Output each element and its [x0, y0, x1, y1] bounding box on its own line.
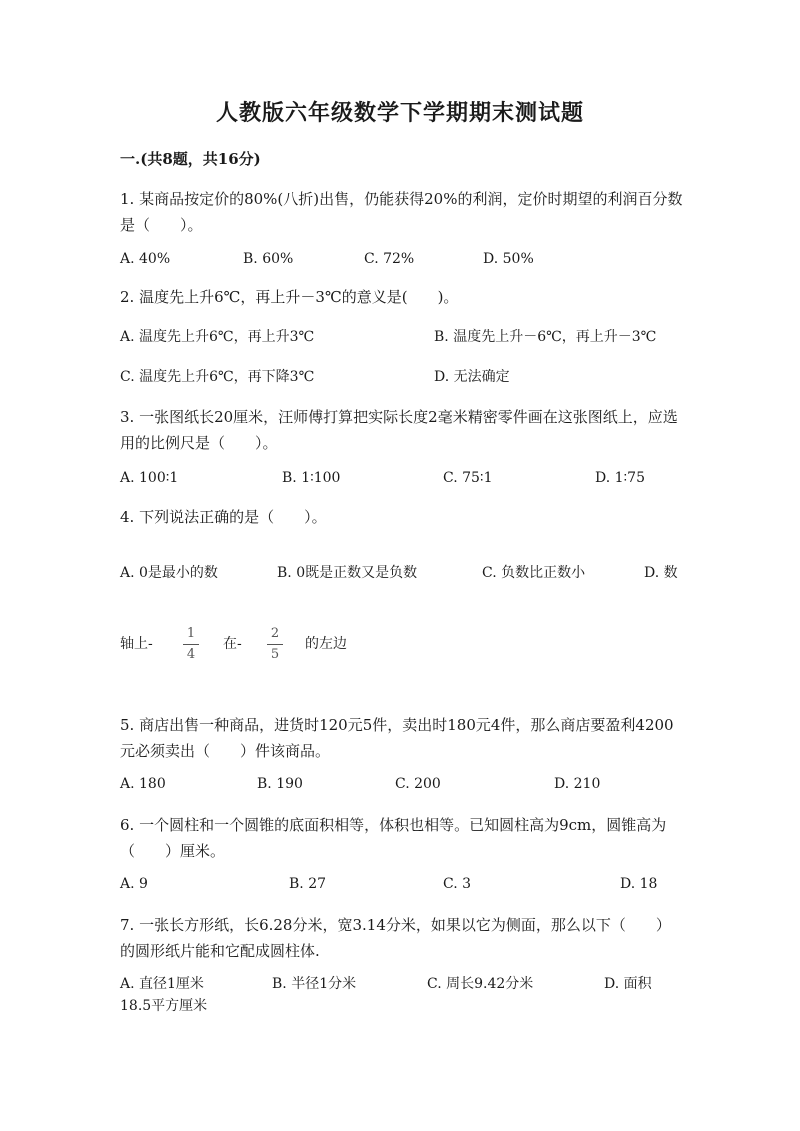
- page-title: 人教版六年级数学下学期期末测试题: [215, 100, 584, 126]
- q4-option-b: B. 0既是正数又是负数: [277, 565, 418, 581]
- question-4-text: 4. 下列说法正确的是（ ）。: [120, 508, 327, 526]
- question-5-text: 5. 商店出售一种商品，进货时120元5件，卖出时180元4件，那么商店要盈利4200元必须卖出（ ）件该商品。: [120, 716, 674, 760]
- q4-option-c: C. 负数比正数小: [482, 565, 586, 581]
- q6-option-b: B. 27: [289, 876, 327, 892]
- q4-option-a: A. 0是最小的数: [120, 565, 218, 581]
- q4-option-d-middle: 在-: [223, 636, 242, 652]
- q6-option-d: D. 18: [620, 876, 658, 892]
- q2-option-c: C. 温度先上升6℃，再下降3℃: [120, 369, 315, 385]
- q3-option-d: D. 1∶75: [595, 470, 645, 486]
- q7-option-a: A. 直径1厘米: [120, 976, 204, 992]
- q6-option-c: C. 3: [443, 876, 472, 892]
- q3-option-c: C. 75∶1: [443, 470, 493, 486]
- fraction-numerator: 2: [267, 626, 283, 645]
- q5-option-c: C. 200: [395, 776, 441, 792]
- fraction-denominator: 4: [186, 647, 196, 662]
- q7-option-b: B. 半径1分米: [272, 976, 357, 992]
- question-7-text: 7. 一张长方形纸，长6.28分米，宽3.14分米，如果以它为侧面，那么以下（ ）的圆形纸片能和它配成圆柱体.: [120, 916, 671, 960]
- question-1-text: 1. 某商品按定价的80%(八折)出售，仍能获得20%的利润，定价时期望的利润百分数是（ ）。: [120, 190, 683, 234]
- q3-option-a: A. 100∶1: [120, 470, 179, 486]
- fraction-one-quarter: [183, 626, 199, 663]
- fraction-two-fifths: [267, 626, 283, 663]
- q1-option-d: D. 50%: [483, 251, 534, 267]
- q2-option-d: D. 无法确定: [434, 369, 510, 385]
- q1-option-b: B. 60%: [243, 251, 294, 267]
- q2-option-a: A. 温度先上升6℃，再上升3℃: [120, 329, 315, 345]
- q3-option-b: B. 1∶100: [282, 470, 341, 486]
- question-3-text: 3. 一张图纸长20厘米，汪师傅打算把实际长度2毫米精密零件画在这张图纸上，应选用的比例尺是（ ）。: [120, 408, 678, 452]
- q4-option-d: D. 数: [644, 565, 678, 581]
- fraction-numerator: 1: [183, 626, 199, 645]
- question-2-text: 2. 温度先上升6℃，再上升－3℃的意义是( )。: [120, 288, 459, 306]
- question-6-text: 6. 一个圆柱和一个圆锥的底面积相等，体积也相等。已知圆柱高为9cm，圆锥高为（ ）厘米。: [120, 816, 667, 860]
- q5-option-d: D. 210: [554, 776, 601, 792]
- q6-option-a: A. 9: [120, 876, 148, 892]
- q5-option-a: A. 180: [120, 776, 166, 792]
- fraction-denominator: 5: [270, 647, 280, 662]
- q1-option-a: A. 40%: [120, 251, 171, 267]
- q7-option-c: C. 周长9.42分米: [427, 976, 534, 992]
- q7-option-d: D. 面积: [604, 976, 652, 992]
- q5-option-b: B. 190: [257, 776, 303, 792]
- q7-option-d-line2: 18.5平方厘米: [120, 998, 208, 1014]
- q4-option-d-line2-start: 轴上-: [120, 636, 153, 652]
- q1-option-c: C. 72%: [364, 251, 415, 267]
- section-heading: 一.(共8题，共16分): [120, 150, 261, 168]
- q2-option-b: B. 温度先上升－6℃，再上升－3℃: [434, 329, 657, 345]
- q4-option-d-end: 的左边: [305, 636, 347, 652]
